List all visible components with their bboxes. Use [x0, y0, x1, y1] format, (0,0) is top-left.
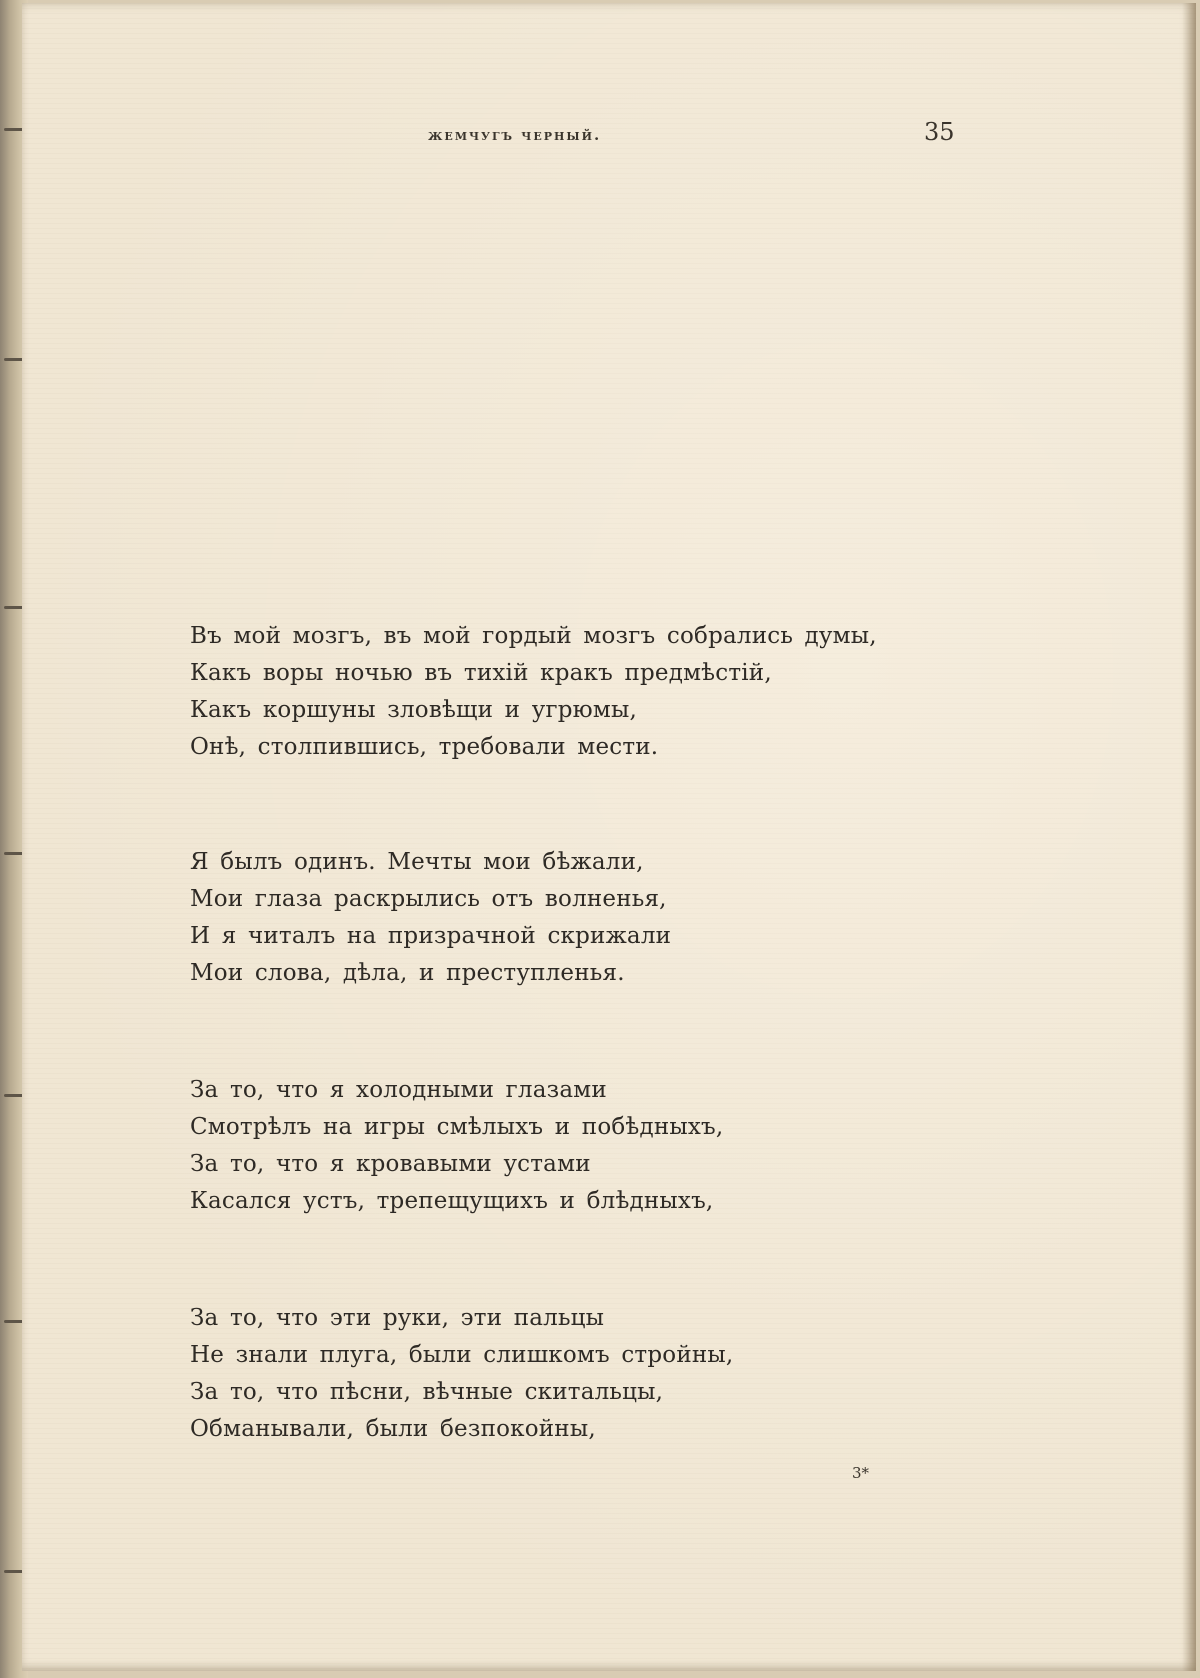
- poem-line: Онѣ, столпившись, требовали мести.: [190, 734, 659, 760]
- poem-line: Мои слова, дѣла, и преступленья.: [190, 960, 625, 986]
- poem-line: Я былъ одинъ. Мечты мои бѣжали,: [190, 849, 644, 875]
- poem-line: За то, что я кровавыми устами: [190, 1151, 591, 1177]
- stanza-1: [190, 618, 877, 766]
- stanza-2: [190, 844, 671, 992]
- poem-line: Какъ воры ночью въ тихiй кракъ предмѣстiй,: [190, 660, 772, 686]
- poem-line: Обманывали, были безпокойны,: [190, 1416, 596, 1442]
- poem-line: И я читалъ на призрачной скрижали: [190, 923, 672, 949]
- poem-line: За то, что пѣсни, вѣчные скитальцы,: [190, 1379, 664, 1405]
- poem-line: Мои глаза раскрылись отъ волненья,: [190, 886, 667, 912]
- poem-line: Смотрѣлъ на игры смѣлыхъ и побѣдныхъ,: [190, 1114, 724, 1140]
- poem-line: Какъ коршуны зловѣщи и угрюмы,: [190, 697, 637, 723]
- page-number: 35: [924, 118, 955, 146]
- stanza-4: [190, 1300, 733, 1448]
- poem-line: За то, что эти руки, эти пальцы: [190, 1305, 605, 1331]
- poem-line: Не знали плуга, были слишкомъ стройны,: [190, 1342, 734, 1368]
- printers-signature-mark: 3*: [852, 1464, 870, 1482]
- poem-line: За то, что я холодными глазами: [190, 1077, 607, 1103]
- stanza-3: [190, 1072, 723, 1220]
- poem-line: Въ мой мозгъ, въ мой гордый мозгъ собрались думы,: [190, 623, 877, 649]
- running-head-title: жемчугъ черный.: [428, 126, 602, 144]
- poem-line: Касался устъ, трепещущихъ и блѣдныхъ,: [190, 1188, 714, 1214]
